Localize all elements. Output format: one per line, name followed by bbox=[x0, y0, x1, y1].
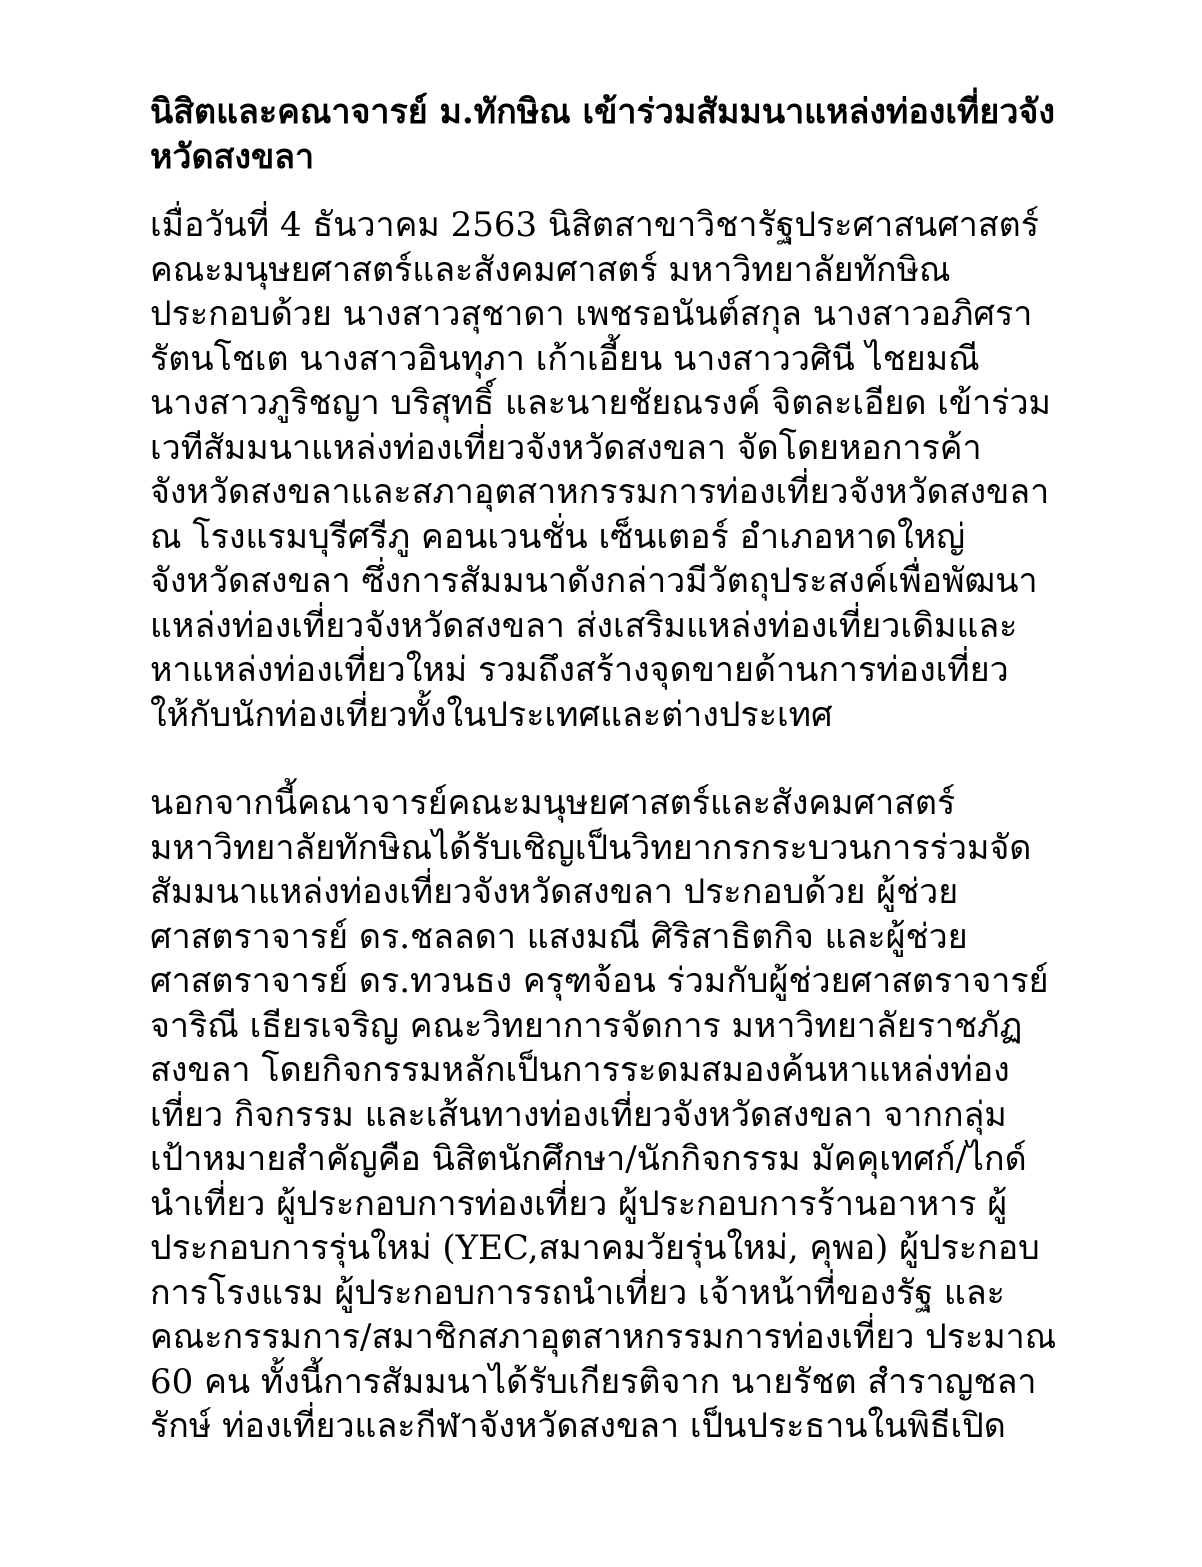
text-line: นางสาวภูริชญา บริสุทธิ์ และนายชัยณรงค์ จิตละเอียด เข้าร่วม bbox=[150, 383, 1051, 423]
text-line: ศาสตราจารย์ ดร.ชลลดา แสงมณี ศิริสาธิตกิจ และผู้ช่วย bbox=[150, 916, 968, 957]
paragraph-2 bbox=[150, 781, 1110, 1449]
text-line: ประกอบด้วย นางสาวสุชาดา เพชรอนันต์สกุล นางสาวอภิศรา bbox=[150, 294, 1033, 334]
title-line: หวัดสงขลา bbox=[150, 136, 315, 177]
text-line: ณ โรงแรมบุรีศรีภู คอนเวนชั่น เซ็นเตอร์ อำเภอหาดใหญ่ bbox=[150, 516, 966, 557]
text-line: เวทีสัมมนาแหล่งท่องเที่ยวจังหวัดสงขลา จัดโดยหอการค้า bbox=[150, 427, 982, 468]
text-line: การโรงแรม ผู้ประกอบการรถนำเที่ยว เจ้าหน้าที่ของรัฐ และ bbox=[150, 1272, 1005, 1313]
text-line: คณะมนุษยศาสตร์และสังคมศาสตร์ มหาวิทยาลัยทักษิณ bbox=[150, 249, 951, 290]
text-line: หาแหล่งท่องเที่ยวใหม่ รวมถึงสร้างจุดขายด้านการท่องเที่ยว bbox=[150, 650, 1009, 690]
article-title bbox=[150, 90, 1110, 179]
text-line: นอกจากนี้คณาจารย์คณะมนุษยศาสตร์และสังคมศาสตร์ bbox=[150, 783, 956, 823]
text-line: แหล่งท่องเที่ยวจังหวัดสงขลา ส่งเสริมแหล่งท่องเที่ยวเดิมและ bbox=[150, 605, 1018, 646]
paragraph-1 bbox=[150, 203, 1110, 737]
text-line: มหาวิทยาลัยทักษิณได้รับเชิญเป็นวิทยากรกระบวนการร่วมจัด bbox=[150, 827, 1032, 868]
text-line: 60 คน ทั้งนี้การสัมมนาได้รับเกียรติจาก นายรัชต สำราญชลา bbox=[150, 1361, 1037, 1402]
text-line: รักษ์ ท่องเที่ยวและกีฬาจังหวัดสงขลา เป็นประธานในพิธีเปิด bbox=[150, 1406, 1006, 1446]
text-line: ประกอบการรุ่นใหม่ (YEC,สมาคมวัยรุ่นใหม่, คุพอ) ผู้ประกอบ bbox=[150, 1228, 1040, 1268]
title-line: นิสิตและคณาจารย์ ม.ทักษิณ เข้าร่วมสัมมนาแหล่งท่องเที่ยวจัง bbox=[150, 92, 1055, 132]
text-line: ศาสตราจารย์ ดร.ทวนธง ครุฑจ้อน ร่วมกับผู้ช่วยศาสตราจารย์ bbox=[150, 961, 1049, 1001]
text-line: สงขลา โดยกิจกรรมหลักเป็นการระดมสมองค้นหาแหล่งท่อง bbox=[150, 1050, 1010, 1090]
text-line: เมื่อวันที่ 4 ธันวาคม 2563 นิสิตสาขาวิชารัฐประศาสนศาสตร์ bbox=[150, 205, 1039, 245]
text-line: เที่ยว กิจกรรม และเส้นทางท่องเที่ยวจังหวัดสงขลา จากกลุ่ม bbox=[150, 1094, 1007, 1135]
text-line: สัมมนาแหล่งท่องเที่ยวจังหวัดสงขลา ประกอบด้วย ผู้ช่วย bbox=[150, 872, 959, 912]
text-line: ให้กับนักท่องเที่ยวทั้งในประเทศและต่างประเทศ bbox=[150, 694, 833, 735]
document-body bbox=[150, 90, 1110, 1493]
text-line: เป้าหมายสำคัญคือ นิสิตนักศึกษา/นักกิจกรรม มัคคุเทศก์/ไกด์ bbox=[150, 1139, 1027, 1179]
text-line: คณะกรรมการ/สมาชิกสภาอุตสาหกรรมการท่องเที่ยว ประมาณ bbox=[150, 1317, 1057, 1357]
text-line: จาริณี เธียรเจริญ คณะวิทยาการจัดการ มหาวิทยาลัยราชภัฏ bbox=[150, 1005, 1023, 1046]
text-line: จังหวัดสงขลา ซึ่งการสัมมนาดังกล่าวมีวัตถุประสงค์เพื่อพัฒนา bbox=[150, 561, 1038, 601]
text-line: จังหวัดสงขลาและสภาอุตสาหกรรมการท่องเที่ยวจังหวัดสงขลา bbox=[150, 472, 1050, 512]
text-line: รัตนโชเต นางสาวอินทุภา เก้าเอี้ยน นางสาววศินี ไชยมณี bbox=[150, 338, 980, 379]
text-line: นำเที่ยว ผู้ประกอบการท่องเที่ยว ผู้ประกอบการร้านอาหาร ผู้ bbox=[150, 1183, 1008, 1224]
